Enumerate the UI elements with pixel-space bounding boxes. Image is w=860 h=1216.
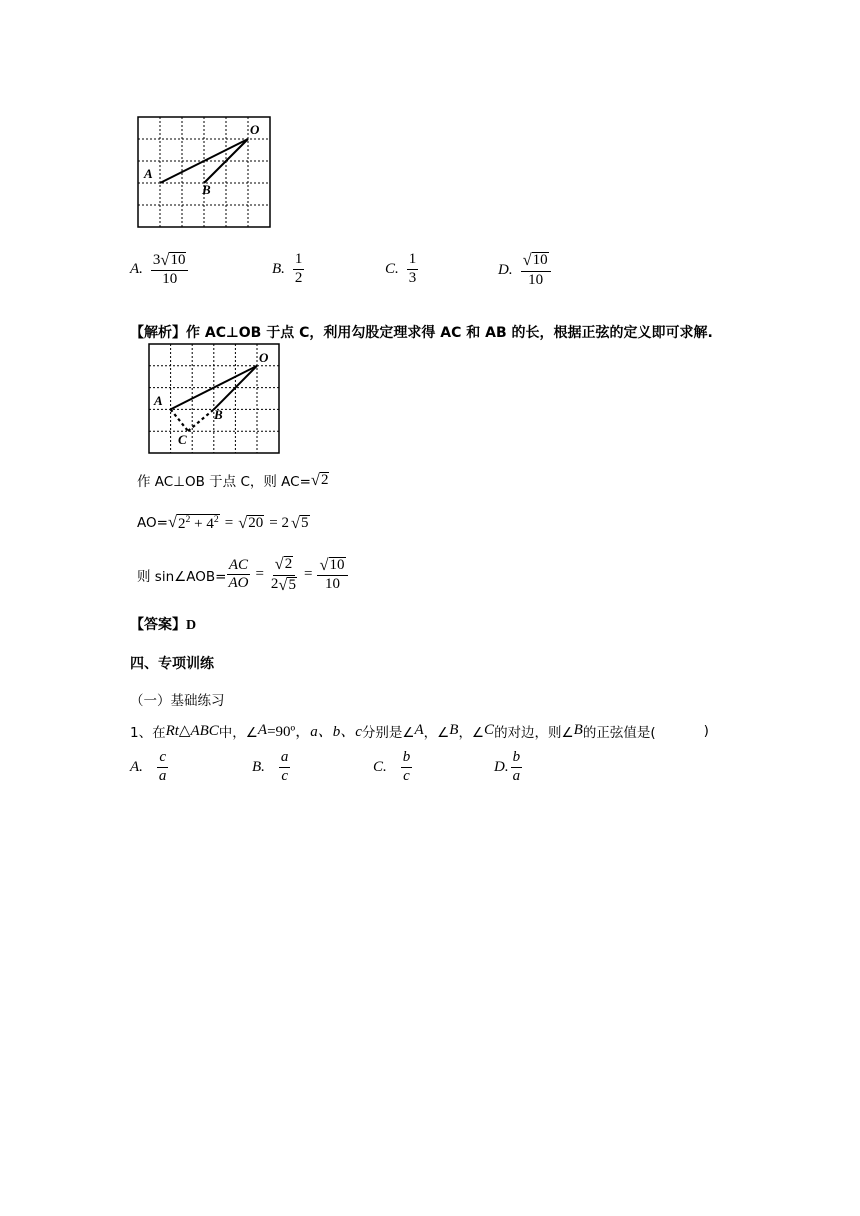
analysis-line	[130, 322, 713, 342]
section-subtitle: （一）基础练习	[130, 693, 225, 709]
step-line-2: AO= √ $2^2 + 4^2$ = √ 20 = 2 √ 5	[137, 512, 309, 532]
answer-line	[130, 614, 196, 634]
label-o: O	[259, 350, 269, 365]
label-a: A	[154, 393, 163, 408]
option-1-a: A. 3 √ 10 10	[130, 252, 188, 288]
option-2-b: B. $\frac{a}{c}$	[252, 749, 289, 784]
label-b: B	[202, 182, 211, 197]
option-1-b: B. $\frac{1}{2}$	[272, 251, 303, 286]
grid-figure-1	[137, 116, 271, 228]
question-1: 1、在 Rt△ABC 中，∠ A =90º， a、b、c 分别是∠ A ，∠ B ，∠ C 的对边，则∠ B 的正弦值是( )	[130, 722, 709, 741]
option-2-c: C. $\frac{b}{c}$	[373, 749, 411, 784]
grid-figure-2	[148, 343, 280, 454]
label-o: O	[250, 122, 260, 137]
label-c: C	[178, 432, 187, 447]
option-1-c: C. $\frac{1}{3}$	[385, 251, 417, 286]
label-b: B	[214, 407, 223, 422]
answer-value: D	[186, 618, 197, 633]
analysis-tag: 【解析】	[130, 325, 186, 341]
option-1-d: D. √ 10 10	[498, 252, 551, 289]
analysis-text: 作 AC⊥OB 于点 C，利用勾股定理求得 AC 和 AB 的长，根据正弦的定义即可求解.	[186, 325, 713, 341]
option-2-a: A. $\frac{c}{a}$	[130, 749, 167, 784]
step-line-3: 则 sin∠AOB= $\frac{AC}{AO}$ = √ 2 2 √ 5 = √ 10 10	[137, 556, 348, 594]
answer-tag: 【答案】	[130, 617, 186, 633]
option-2-d: D. $\frac{b}{a}$	[494, 749, 521, 784]
step-line-1: 作 AC⊥OB 于点 C，则 AC= √ 2	[137, 469, 329, 490]
label-a: A	[144, 166, 153, 181]
section-title: 四、专项训练	[130, 656, 214, 672]
